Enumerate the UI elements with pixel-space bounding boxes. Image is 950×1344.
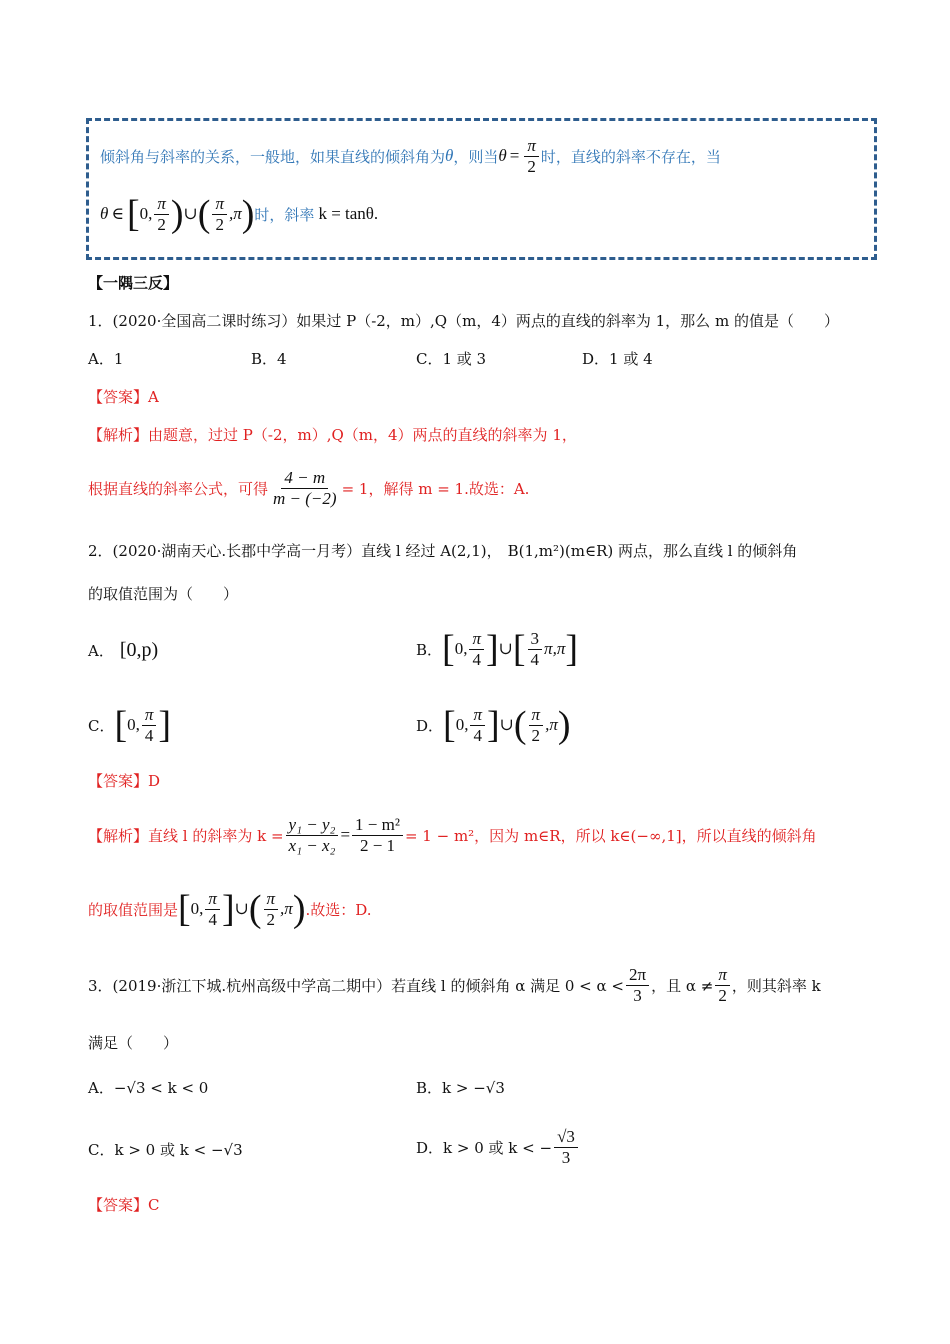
right-paren: ) xyxy=(292,888,306,930)
option-math: [0,p) xyxy=(119,638,159,661)
fraction-numerator: π xyxy=(524,136,539,157)
right-bracket: ] xyxy=(486,704,500,746)
analysis-tag: 【解析】 xyxy=(88,826,149,845)
option-label: D． xyxy=(416,716,444,735)
option-text: D．k > 0 或 k < − xyxy=(416,1138,553,1157)
pi-over-2-fraction xyxy=(264,889,279,929)
pi-over-2-fraction xyxy=(212,194,227,234)
pi-symbol: π xyxy=(544,639,553,658)
fraction-numerator: π xyxy=(529,705,544,726)
answer-value: C xyxy=(148,1196,160,1214)
union-symbol: ∪ xyxy=(499,715,514,734)
fraction-numerator: π xyxy=(715,965,730,986)
q1-analysis-line-2 xyxy=(88,466,529,510)
left-bracket: [ xyxy=(442,628,455,670)
q1-answer xyxy=(88,386,159,407)
question-3-stem-line-2: 满足（ ） xyxy=(88,1034,179,1052)
interval-start: 0, xyxy=(455,715,469,734)
fraction-numerator: π xyxy=(264,889,279,910)
left-bracket: [ xyxy=(512,628,526,670)
value-fraction xyxy=(352,815,403,855)
question-2-stem-line-2: 的取值范围为（ ） xyxy=(88,585,239,603)
answer-tag: 【答案】 xyxy=(88,388,149,406)
fraction-numerator: 1 − m² xyxy=(352,815,403,836)
interval-start: 0, xyxy=(139,204,153,223)
note-line-2 xyxy=(100,192,378,236)
theta-symbol: θ xyxy=(445,146,454,165)
fraction-numerator: 4 − m xyxy=(281,468,328,489)
fraction-denominator: 3 xyxy=(561,1147,571,1167)
pi-over-4-fraction xyxy=(205,889,220,929)
pi-over-4-fraction xyxy=(142,705,157,745)
fraction-denominator: 2 xyxy=(531,725,541,745)
answer-value: A xyxy=(148,388,159,406)
option-label: A． xyxy=(88,641,114,660)
answer-tag: 【答案】 xyxy=(88,772,149,790)
q3-option-d xyxy=(416,1124,580,1170)
pi-over-4-fraction xyxy=(470,705,485,745)
fraction-denominator: 3 xyxy=(633,985,642,1005)
q1-option-c: C．1 或 3 xyxy=(416,350,487,368)
pi-over-2-fraction xyxy=(715,965,730,1005)
answer-value: D xyxy=(148,772,161,790)
slope-formula: k = tanθ. xyxy=(318,204,379,223)
question-text: ，则其斜率 k xyxy=(731,976,821,995)
fraction-denominator: 4 xyxy=(144,725,154,745)
q2-option-c xyxy=(88,700,171,750)
left-bracket: [ xyxy=(114,704,128,746)
two-pi-over-3-fraction xyxy=(626,965,649,1005)
union-symbol: ∪ xyxy=(183,204,198,223)
analysis-text: 根据直线的斜率公式，可得 xyxy=(88,479,269,498)
fraction-denominator: 4 xyxy=(472,649,481,669)
fraction-numerator: π xyxy=(469,629,484,650)
sqrt3-over-3-fraction xyxy=(554,1127,578,1167)
interval-end: ,π xyxy=(228,204,242,223)
interval-end: ,π xyxy=(545,715,558,734)
left-bracket: [ xyxy=(178,888,191,930)
fraction-numerator: π xyxy=(205,889,220,910)
left-bracket: [ xyxy=(126,193,140,235)
interval-start: 0, xyxy=(190,899,204,918)
fraction-denominator: x₁ − x₂ xyxy=(288,835,336,855)
question-text: ，且 α ≠ xyxy=(651,976,714,995)
interval-start: 0, xyxy=(454,639,468,658)
fraction-denominator: 4 xyxy=(473,725,482,745)
fraction-numerator: π xyxy=(212,194,227,215)
q3-option-a: A．−√3 < k < 0 xyxy=(88,1079,209,1097)
left-paren: ( xyxy=(248,888,262,930)
theta-symbol: θ xyxy=(498,146,507,165)
q1-option-a: A．1 xyxy=(88,350,124,368)
q2-analysis-line-2 xyxy=(88,884,372,934)
right-paren: ) xyxy=(241,193,255,235)
range-expression xyxy=(178,889,305,929)
element-of-symbol: ∈ xyxy=(111,204,124,223)
fraction-denominator: 2 xyxy=(527,156,536,176)
question-text: 2．(2020·湖南天心.长郡中学高一月考）直线 l 经过 A(2,1)， xyxy=(88,541,502,560)
interval-end: ,π xyxy=(280,899,293,918)
note-text: ，则当 xyxy=(453,147,499,166)
slope-fraction xyxy=(286,815,339,855)
fraction-numerator: 3 xyxy=(528,629,543,650)
fraction-denominator: 2 xyxy=(718,985,727,1005)
interval-end: ,π xyxy=(552,639,566,658)
question-3-stem xyxy=(88,962,821,1008)
left-paren: ( xyxy=(513,704,527,746)
q2-option-a xyxy=(88,630,158,670)
fraction-denominator: 4 xyxy=(530,649,540,669)
note-text: 时，斜率 xyxy=(254,205,315,224)
analysis-text: = 1 − m²，因为 m∈R，所以 k∈(−∞,1]，所以直线的倾斜角 xyxy=(404,826,817,845)
analysis-tag: 【解析】 xyxy=(88,426,149,444)
fraction-denominator: m − (−2) xyxy=(273,488,337,508)
fraction-numerator: π xyxy=(470,705,485,726)
q3-answer xyxy=(88,1194,160,1215)
fraction-denominator: 2 xyxy=(266,909,276,929)
pi-over-2-fraction xyxy=(524,136,539,176)
pi-over-2-fraction xyxy=(154,194,169,234)
q2-option-d xyxy=(416,700,571,750)
q3-option-c: C．k > 0 或 k < −√3 xyxy=(88,1141,243,1159)
equals-sign: = xyxy=(340,825,351,844)
fraction-numerator: π xyxy=(142,705,157,726)
q2-answer xyxy=(88,770,160,791)
fraction-numerator: π xyxy=(154,194,169,215)
fraction-denominator: 2 xyxy=(215,214,224,234)
q3-option-b: B．k > −√3 xyxy=(416,1079,505,1097)
q1-option-d: D．1 或 4 xyxy=(582,350,653,368)
analysis-text: 直线 l 的斜率为 k = xyxy=(148,826,284,845)
fraction-numerator: √3 xyxy=(554,1127,578,1148)
fraction-denominator: 4 xyxy=(208,909,217,929)
slope-fraction xyxy=(270,468,340,508)
q1-analysis-line-1 xyxy=(88,424,577,445)
question-text: B(1,m²)(m∈R) 两点，那么直线 l 的倾斜角 xyxy=(507,541,798,560)
option-label: B． xyxy=(416,640,443,659)
left-bracket: [ xyxy=(443,704,456,746)
q2-option-b xyxy=(416,624,578,674)
fraction-denominator: 2 − 1 xyxy=(359,835,396,855)
three-quarters-fraction xyxy=(528,629,543,669)
interval-start: 0, xyxy=(127,715,140,734)
analysis-text: = 1，解得 m = 1.故选：A. xyxy=(341,479,530,498)
left-paren: ( xyxy=(197,193,211,235)
fraction-numerator: 2π xyxy=(626,965,649,986)
fraction-denominator: 2 xyxy=(157,214,166,234)
right-bracket: ] xyxy=(221,888,235,930)
question-text: 3．(2019·浙江下城.杭州高级中学高二期中）若直线 l 的倾斜角 α 满足 0 < α < xyxy=(88,976,624,995)
right-paren: ) xyxy=(557,704,571,746)
question-2-stem xyxy=(88,534,797,566)
q1-option-b: B．4 xyxy=(251,350,287,368)
pi-over-2-fraction xyxy=(529,705,544,745)
theta-symbol: θ xyxy=(100,204,109,223)
option-label: C． xyxy=(88,716,115,735)
right-bracket: ] xyxy=(158,704,172,746)
equals-sign: = xyxy=(509,146,520,165)
union-symbol: ∪ xyxy=(234,899,249,918)
note-text: 倾斜角与斜率的关系，一般地，如果直线的倾斜角为 xyxy=(100,147,446,166)
fraction-numerator: y₁ − y₂ xyxy=(286,815,339,836)
analysis-text: 的取值范围是 xyxy=(88,900,179,919)
right-paren: ) xyxy=(170,193,184,235)
answer-tag: 【答案】 xyxy=(88,1196,149,1214)
question-1-stem: 1．(2020·全国高二课时练习）如果过 P（-2，m）,Q（m，4）两点的直线的斜率为 1，那么 m 的值是（ ） xyxy=(88,312,839,330)
pi-over-4-fraction xyxy=(469,629,484,669)
note-line-1 xyxy=(100,136,721,176)
section-title: 【一隅三反】 xyxy=(88,274,179,292)
note-text: 时，直线的斜率不存在，当 xyxy=(540,147,721,166)
union-symbol: ∪ xyxy=(498,639,513,658)
right-bracket: ] xyxy=(485,628,499,670)
q2-analysis-line-1 xyxy=(88,812,817,858)
analysis-text: .故选：D. xyxy=(305,900,372,919)
analysis-text: 由题意，过过 P（-2，m）,Q（m，4）两点的直线的斜率为 1， xyxy=(148,426,577,444)
right-bracket: ] xyxy=(565,628,578,670)
